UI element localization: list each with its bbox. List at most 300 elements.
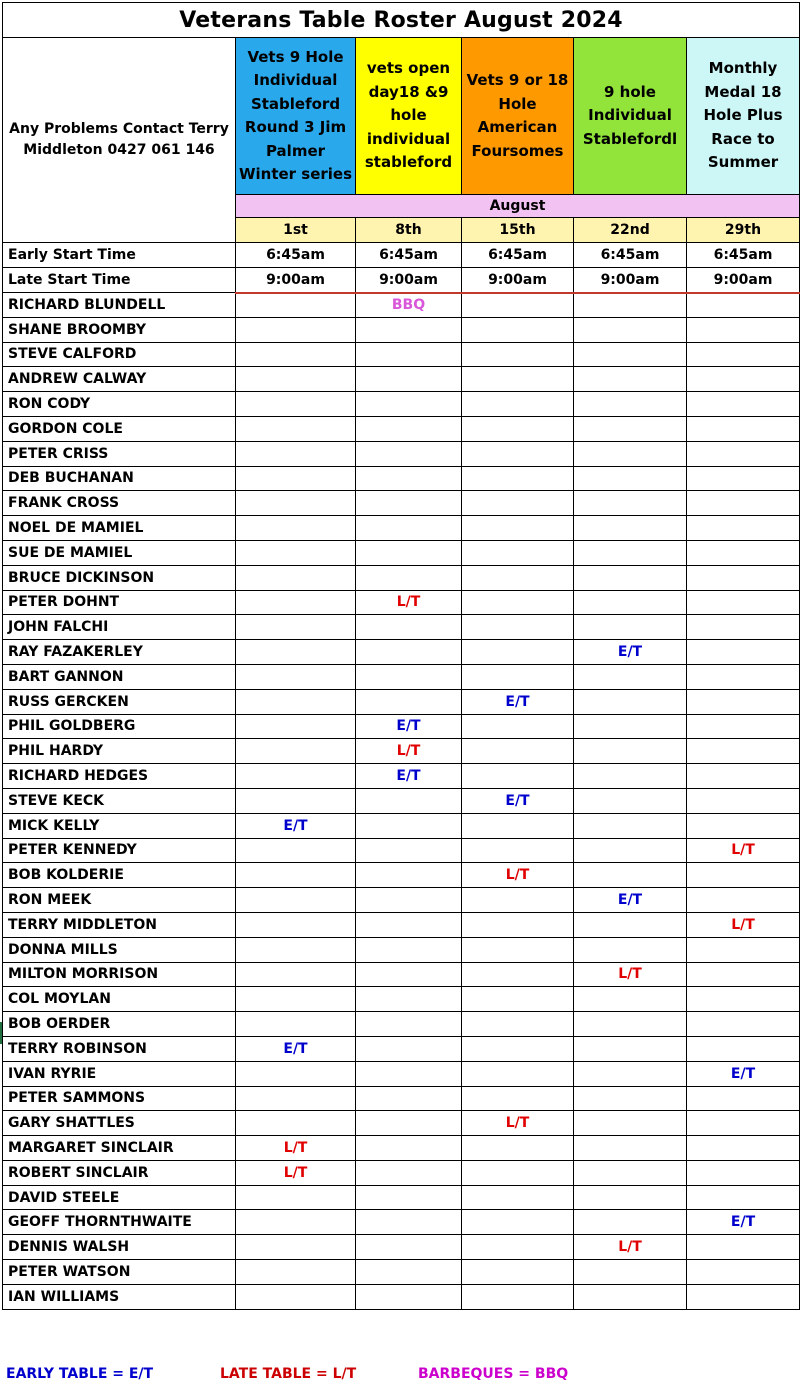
roster-cell-4: L/T bbox=[574, 962, 687, 987]
roster-cell-2 bbox=[356, 342, 462, 367]
roster-cell-1 bbox=[236, 962, 356, 987]
member-name: DAVID STEELE bbox=[3, 1185, 236, 1210]
roster-cell-5 bbox=[687, 962, 800, 987]
roster-cell-4 bbox=[574, 714, 687, 739]
member-row bbox=[3, 838, 800, 863]
roster-cell-2 bbox=[356, 1284, 462, 1309]
roster-cell-4 bbox=[574, 1086, 687, 1111]
roster-cell-5 bbox=[687, 1160, 800, 1185]
member-name: TERRY ROBINSON bbox=[3, 1036, 236, 1061]
member-name: MARGARET SINCLAIR bbox=[3, 1136, 236, 1161]
roster-cell-1 bbox=[236, 1284, 356, 1309]
event-header-5: Monthly Medal 18 Hole Plus Race to Summer bbox=[687, 38, 800, 195]
roster-cell-3 bbox=[462, 540, 574, 565]
roster-cell-4 bbox=[574, 516, 687, 541]
member-row bbox=[3, 392, 800, 417]
member-row bbox=[3, 615, 800, 640]
roster-cell-4 bbox=[574, 1284, 687, 1309]
roster-cell-1 bbox=[236, 838, 356, 863]
member-name: RICHARD HEDGES bbox=[3, 764, 236, 789]
member-name: PETER KENNEDY bbox=[3, 838, 236, 863]
roster-cell-1 bbox=[236, 1235, 356, 1260]
roster-cell-1 bbox=[236, 1111, 356, 1136]
member-name: PHIL HARDY bbox=[3, 739, 236, 764]
roster-cell-5 bbox=[687, 888, 800, 913]
member-row bbox=[3, 1136, 800, 1161]
member-row bbox=[3, 516, 800, 541]
roster-cell-3 bbox=[462, 1036, 574, 1061]
roster-cell-1 bbox=[236, 640, 356, 665]
roster-cell-5: L/T bbox=[687, 838, 800, 863]
roster-cell-1 bbox=[236, 615, 356, 640]
contact-info: Any Problems Contact Terry Middleton 0427 061 146 bbox=[3, 38, 236, 243]
roster-cell-4 bbox=[574, 813, 687, 838]
roster-cell-4 bbox=[574, 863, 687, 888]
roster-cell-5 bbox=[687, 664, 800, 689]
roster-cell-3 bbox=[462, 466, 574, 491]
roster-cell-2 bbox=[356, 1036, 462, 1061]
roster-cell-3 bbox=[462, 813, 574, 838]
date-header-3: 15th bbox=[462, 218, 574, 243]
roster-cell-2: L/T bbox=[356, 590, 462, 615]
member-name: PETER SAMMONS bbox=[3, 1086, 236, 1111]
roster-cell-2: E/T bbox=[356, 764, 462, 789]
member-name: PHIL GOLDBERG bbox=[3, 714, 236, 739]
event-header-4: 9 hole Individual Stablefordl bbox=[574, 38, 687, 195]
roster-cell-5 bbox=[687, 293, 800, 318]
roster-cell-3 bbox=[462, 1136, 574, 1161]
roster-cell-2 bbox=[356, 813, 462, 838]
roster-cell-3 bbox=[462, 516, 574, 541]
roster-cell-2 bbox=[356, 1136, 462, 1161]
roster-cell-1 bbox=[236, 1012, 356, 1037]
roster-cell-5 bbox=[687, 1284, 800, 1309]
roster-cell-4: L/T bbox=[574, 1235, 687, 1260]
roster-cell-1 bbox=[236, 987, 356, 1012]
early-time-4: 6:45am bbox=[574, 243, 687, 268]
member-name: NOEL DE MAMIEL bbox=[3, 516, 236, 541]
member-name: BOB KOLDERIE bbox=[3, 863, 236, 888]
roster-cell-4 bbox=[574, 1185, 687, 1210]
roster-cell-1 bbox=[236, 565, 356, 590]
date-header-2: 8th bbox=[356, 218, 462, 243]
roster-cell-1 bbox=[236, 293, 356, 318]
roster-cell-2 bbox=[356, 1210, 462, 1235]
member-row bbox=[3, 912, 800, 937]
roster-cell-3 bbox=[462, 962, 574, 987]
member-name: TERRY MIDDLETON bbox=[3, 912, 236, 937]
member-name: RICHARD BLUNDELL bbox=[3, 293, 236, 318]
roster-cell-5 bbox=[687, 714, 800, 739]
roster-cell-1 bbox=[236, 912, 356, 937]
roster-cell-5 bbox=[687, 1012, 800, 1037]
roster-cell-5 bbox=[687, 937, 800, 962]
early-time-3: 6:45am bbox=[462, 243, 574, 268]
member-name: RON MEEK bbox=[3, 888, 236, 913]
roster-cell-1 bbox=[236, 1086, 356, 1111]
roster-cell-4 bbox=[574, 764, 687, 789]
member-name: STEVE KECK bbox=[3, 788, 236, 813]
member-row bbox=[3, 1260, 800, 1285]
roster-cell-4 bbox=[574, 293, 687, 318]
legend bbox=[6, 1366, 796, 1388]
roster-cell-5 bbox=[687, 516, 800, 541]
date-header-4: 22nd bbox=[574, 218, 687, 243]
member-row bbox=[3, 590, 800, 615]
member-row bbox=[3, 863, 800, 888]
roster-cell-2 bbox=[356, 1111, 462, 1136]
roster-cell-3 bbox=[462, 739, 574, 764]
roster-cell-4 bbox=[574, 664, 687, 689]
member-name: SHANE BROOMBY bbox=[3, 317, 236, 342]
member-row bbox=[3, 466, 800, 491]
member-name: BART GANNON bbox=[3, 664, 236, 689]
roster-cell-4 bbox=[574, 590, 687, 615]
member-row bbox=[3, 565, 800, 590]
roster-cell-1 bbox=[236, 863, 356, 888]
roster-cell-4 bbox=[574, 1260, 687, 1285]
roster-cell-5 bbox=[687, 987, 800, 1012]
roster-cell-3 bbox=[462, 1284, 574, 1309]
roster-cell-3 bbox=[462, 1160, 574, 1185]
roster-cell-2: BBQ bbox=[356, 293, 462, 318]
roster-cell-2 bbox=[356, 1012, 462, 1037]
member-name: BOB OERDER bbox=[3, 1012, 236, 1037]
roster-cell-5 bbox=[687, 540, 800, 565]
roster-cell-3 bbox=[462, 1260, 574, 1285]
roster-cell-1 bbox=[236, 367, 356, 392]
member-name: JOHN FALCHI bbox=[3, 615, 236, 640]
roster-cell-4 bbox=[574, 392, 687, 417]
roster-cell-3 bbox=[462, 590, 574, 615]
roster-cell-2 bbox=[356, 987, 462, 1012]
roster-cell-1 bbox=[236, 466, 356, 491]
member-name: ROBERT SINCLAIR bbox=[3, 1160, 236, 1185]
member-row bbox=[3, 1061, 800, 1086]
roster-cell-1 bbox=[236, 392, 356, 417]
member-name: PETER WATSON bbox=[3, 1260, 236, 1285]
roster-cell-2 bbox=[356, 491, 462, 516]
roster-cell-4 bbox=[574, 1136, 687, 1161]
roster-cell-2 bbox=[356, 540, 462, 565]
member-name: MICK KELLY bbox=[3, 813, 236, 838]
event-header-3: Vets 9 or 18 Hole American Foursomes bbox=[462, 38, 574, 195]
member-row bbox=[3, 764, 800, 789]
roster-cell-3 bbox=[462, 888, 574, 913]
roster-cell-2 bbox=[356, 615, 462, 640]
member-row bbox=[3, 342, 800, 367]
roster-cell-4 bbox=[574, 540, 687, 565]
roster-cell-4 bbox=[574, 342, 687, 367]
member-row bbox=[3, 813, 800, 838]
late-time-4: 9:00am bbox=[574, 268, 687, 293]
late-time-3: 9:00am bbox=[462, 268, 574, 293]
roster-cell-3 bbox=[462, 664, 574, 689]
roster-cell-5 bbox=[687, 1260, 800, 1285]
member-row bbox=[3, 367, 800, 392]
member-row bbox=[3, 1210, 800, 1235]
roster-cell-1 bbox=[236, 342, 356, 367]
roster-cell-3 bbox=[462, 1086, 574, 1111]
roster-cell-2 bbox=[356, 416, 462, 441]
member-name: PETER DOHNT bbox=[3, 590, 236, 615]
member-name: GARY SHATTLES bbox=[3, 1111, 236, 1136]
roster-table bbox=[2, 2, 800, 1310]
roster-cell-1 bbox=[236, 416, 356, 441]
roster-cell-4 bbox=[574, 416, 687, 441]
member-row bbox=[3, 788, 800, 813]
roster-cell-2 bbox=[356, 317, 462, 342]
member-row bbox=[3, 416, 800, 441]
member-row bbox=[3, 987, 800, 1012]
roster-cell-3 bbox=[462, 1185, 574, 1210]
roster-cell-4: E/T bbox=[574, 888, 687, 913]
member-name: DEB BUCHANAN bbox=[3, 466, 236, 491]
member-row bbox=[3, 1012, 800, 1037]
roster-cell-3 bbox=[462, 367, 574, 392]
roster-cell-5 bbox=[687, 441, 800, 466]
roster-cell-4 bbox=[574, 912, 687, 937]
roster-cell-2 bbox=[356, 367, 462, 392]
member-row bbox=[3, 441, 800, 466]
roster-cell-4 bbox=[574, 491, 687, 516]
roster-cell-1 bbox=[236, 664, 356, 689]
roster-cell-5 bbox=[687, 1086, 800, 1111]
roster-cell-3: L/T bbox=[462, 1111, 574, 1136]
early-time-2: 6:45am bbox=[356, 243, 462, 268]
roster-cell-1 bbox=[236, 937, 356, 962]
roster-cell-1 bbox=[236, 590, 356, 615]
member-row bbox=[3, 1235, 800, 1260]
roster-cell-3 bbox=[462, 441, 574, 466]
roster-cell-5 bbox=[687, 689, 800, 714]
roster-cell-5 bbox=[687, 615, 800, 640]
late-time-5: 9:00am bbox=[687, 268, 800, 293]
roster-cell-1 bbox=[236, 888, 356, 913]
roster-cell-1: L/T bbox=[236, 1160, 356, 1185]
roster-cell-1 bbox=[236, 764, 356, 789]
roster-cell-3: E/T bbox=[462, 689, 574, 714]
roster-cell-2 bbox=[356, 1061, 462, 1086]
roster-cell-5 bbox=[687, 764, 800, 789]
member-row bbox=[3, 962, 800, 987]
member-row bbox=[3, 689, 800, 714]
member-name: MILTON MORRISON bbox=[3, 962, 236, 987]
roster-cell-5 bbox=[687, 590, 800, 615]
member-row bbox=[3, 540, 800, 565]
roster-cell-1 bbox=[236, 1260, 356, 1285]
late-time-2: 9:00am bbox=[356, 268, 462, 293]
roster-cell-2 bbox=[356, 640, 462, 665]
member-name: GORDON COLE bbox=[3, 416, 236, 441]
roster-cell-5 bbox=[687, 788, 800, 813]
roster-cell-3 bbox=[462, 615, 574, 640]
roster-cell-5: L/T bbox=[687, 912, 800, 937]
member-name: RAY FAZAKERLEY bbox=[3, 640, 236, 665]
roster-cell-5 bbox=[687, 416, 800, 441]
roster-cell-2 bbox=[356, 788, 462, 813]
roster-cell-1 bbox=[236, 317, 356, 342]
member-name: PETER CRISS bbox=[3, 441, 236, 466]
late-start-label: Late Start Time bbox=[3, 268, 236, 293]
early-time-1: 6:45am bbox=[236, 243, 356, 268]
roster-cell-5 bbox=[687, 739, 800, 764]
roster-cell-3 bbox=[462, 640, 574, 665]
roster-cell-2: L/T bbox=[356, 739, 462, 764]
row-edge-marker bbox=[0, 1022, 2, 1044]
roster-cell-2 bbox=[356, 689, 462, 714]
roster-cell-5: E/T bbox=[687, 1061, 800, 1086]
roster-cell-1 bbox=[236, 516, 356, 541]
member-name: DONNA MILLS bbox=[3, 937, 236, 962]
roster-cell-3 bbox=[462, 912, 574, 937]
roster-cell-1 bbox=[236, 739, 356, 764]
roster-cell-1 bbox=[236, 1210, 356, 1235]
member-name: ANDREW CALWAY bbox=[3, 367, 236, 392]
roster-cell-2 bbox=[356, 441, 462, 466]
roster-cell-3: E/T bbox=[462, 788, 574, 813]
roster-cell-4 bbox=[574, 689, 687, 714]
roster-cell-3 bbox=[462, 714, 574, 739]
member-name: FRANK CROSS bbox=[3, 491, 236, 516]
member-name: STEVE CALFORD bbox=[3, 342, 236, 367]
roster-cell-2 bbox=[356, 1185, 462, 1210]
roster-cell-4 bbox=[574, 1012, 687, 1037]
member-row bbox=[3, 317, 800, 342]
roster-cell-1 bbox=[236, 1185, 356, 1210]
roster-cell-3 bbox=[462, 838, 574, 863]
roster-cell-3 bbox=[462, 1061, 574, 1086]
member-row bbox=[3, 491, 800, 516]
roster-cell-4 bbox=[574, 937, 687, 962]
roster-cell-5 bbox=[687, 1235, 800, 1260]
legend-barbeques: BARBEQUES = BBQ bbox=[418, 1366, 569, 1382]
event-header-1: Vets 9 Hole Individual Stableford Round 3 Jim Palmer Winter series bbox=[236, 38, 356, 195]
roster-cell-5 bbox=[687, 342, 800, 367]
date-header-5: 29th bbox=[687, 218, 800, 243]
member-row bbox=[3, 1160, 800, 1185]
roster-cell-3 bbox=[462, 293, 574, 318]
member-name: SUE DE MAMIEL bbox=[3, 540, 236, 565]
roster-cell-3 bbox=[462, 392, 574, 417]
member-row bbox=[3, 1111, 800, 1136]
roster-cell-4 bbox=[574, 1210, 687, 1235]
roster-cell-3 bbox=[462, 342, 574, 367]
roster-cell-3 bbox=[462, 987, 574, 1012]
member-name: GEOFF THORNTHWAITE bbox=[3, 1210, 236, 1235]
roster-cell-5 bbox=[687, 1136, 800, 1161]
roster-cell-3: L/T bbox=[462, 863, 574, 888]
member-name: IVAN RYRIE bbox=[3, 1061, 236, 1086]
roster-cell-3 bbox=[462, 1012, 574, 1037]
roster-cell-5 bbox=[687, 1036, 800, 1061]
roster-cell-2 bbox=[356, 838, 462, 863]
roster-cell-2 bbox=[356, 664, 462, 689]
member-row bbox=[3, 293, 800, 318]
roster-cell-2 bbox=[356, 1235, 462, 1260]
member-row bbox=[3, 1185, 800, 1210]
roster-cell-1 bbox=[236, 788, 356, 813]
roster-cell-1 bbox=[236, 441, 356, 466]
roster-cell-4 bbox=[574, 615, 687, 640]
legend-late-table: LATE TABLE = L/T bbox=[220, 1366, 357, 1382]
roster-cell-4 bbox=[574, 838, 687, 863]
roster-cell-1 bbox=[236, 540, 356, 565]
roster-cell-1 bbox=[236, 491, 356, 516]
roster-cell-1 bbox=[236, 1061, 356, 1086]
member-name: RUSS GERCKEN bbox=[3, 689, 236, 714]
early-time-5: 6:45am bbox=[687, 243, 800, 268]
event-header-2: vets open day18 &9 hole individual stableford bbox=[356, 38, 462, 195]
roster-cell-3 bbox=[462, 937, 574, 962]
roster-cell-5: E/T bbox=[687, 1210, 800, 1235]
member-row bbox=[3, 1086, 800, 1111]
roster-cell-1 bbox=[236, 714, 356, 739]
legend-early-table: EARLY TABLE = E/T bbox=[6, 1366, 154, 1382]
early-start-label: Early Start Time bbox=[3, 243, 236, 268]
roster-cell-5 bbox=[687, 813, 800, 838]
roster-cell-5 bbox=[687, 640, 800, 665]
roster-cell-3 bbox=[462, 565, 574, 590]
roster-cell-2 bbox=[356, 1260, 462, 1285]
roster-cell-2 bbox=[356, 1086, 462, 1111]
roster-cell-5 bbox=[687, 863, 800, 888]
member-row bbox=[3, 937, 800, 962]
roster-cell-4 bbox=[574, 788, 687, 813]
roster-cell-5 bbox=[687, 317, 800, 342]
roster-cell-4 bbox=[574, 565, 687, 590]
roster-cell-5 bbox=[687, 367, 800, 392]
roster-cell-3 bbox=[462, 1235, 574, 1260]
roster-cell-3 bbox=[462, 416, 574, 441]
roster-cell-2 bbox=[356, 962, 462, 987]
roster-cell-4 bbox=[574, 317, 687, 342]
member-row bbox=[3, 714, 800, 739]
roster-cell-4 bbox=[574, 987, 687, 1012]
roster-cell-4 bbox=[574, 1111, 687, 1136]
roster-cell-5 bbox=[687, 565, 800, 590]
member-name: COL MOYLAN bbox=[3, 987, 236, 1012]
member-row bbox=[3, 1284, 800, 1309]
roster-cell-2 bbox=[356, 1160, 462, 1185]
member-row bbox=[3, 1036, 800, 1061]
roster-cell-3 bbox=[462, 317, 574, 342]
roster-cell-3 bbox=[462, 491, 574, 516]
roster-cell-1 bbox=[236, 689, 356, 714]
member-row bbox=[3, 640, 800, 665]
page-title: Veterans Table Roster August 2024 bbox=[3, 3, 800, 38]
roster-cell-2 bbox=[356, 912, 462, 937]
member-row bbox=[3, 739, 800, 764]
member-name: IAN WILLIAMS bbox=[3, 1284, 236, 1309]
roster-cell-3 bbox=[462, 1210, 574, 1235]
member-name: BRUCE DICKINSON bbox=[3, 565, 236, 590]
roster-cell-2 bbox=[356, 392, 462, 417]
roster-cell-4: E/T bbox=[574, 640, 687, 665]
roster-cell-4 bbox=[574, 367, 687, 392]
roster-cell-2 bbox=[356, 888, 462, 913]
roster-cell-4 bbox=[574, 466, 687, 491]
roster-cell-1: E/T bbox=[236, 813, 356, 838]
roster-cell-5 bbox=[687, 491, 800, 516]
roster-cell-2 bbox=[356, 516, 462, 541]
date-header-1: 1st bbox=[236, 218, 356, 243]
roster-cell-3 bbox=[462, 764, 574, 789]
roster-cell-2 bbox=[356, 565, 462, 590]
roster-cell-5 bbox=[687, 1185, 800, 1210]
late-time-1: 9:00am bbox=[236, 268, 356, 293]
roster-cell-1: E/T bbox=[236, 1036, 356, 1061]
